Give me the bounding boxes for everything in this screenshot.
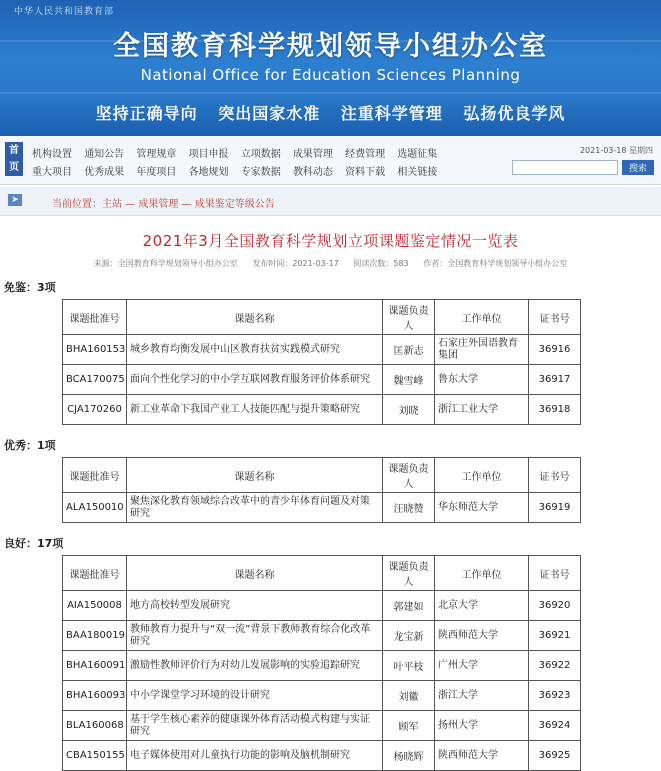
project-name: 中小学课堂学习环境的设计研究 bbox=[127, 681, 383, 711]
work-unit: 陕西师范大学 bbox=[435, 621, 529, 651]
project-code: BLA160068 bbox=[63, 711, 127, 741]
certificate-number: 36917 bbox=[529, 365, 581, 395]
nav-link[interactable]: 各地规划 bbox=[188, 167, 229, 178]
breadcrumb bbox=[0, 187, 661, 216]
project-leader: 刘晓 bbox=[383, 395, 435, 425]
certificate-number: 36921 bbox=[529, 621, 581, 651]
certificate-number: 36924 bbox=[529, 711, 581, 741]
work-unit: 鲁东大学 bbox=[435, 365, 529, 395]
section-label: 优秀：1项 bbox=[4, 439, 56, 452]
project-code: CJA170260 bbox=[63, 395, 127, 425]
column-header: 工作单位 bbox=[435, 556, 529, 591]
breadcrumb-path[interactable]: 主站 — 成果管理 — 成果鉴定等级公告 bbox=[102, 199, 275, 210]
project-leader: 龙宝新 bbox=[383, 621, 435, 651]
results-table bbox=[62, 457, 581, 523]
project-leader: 魏雪峰 bbox=[383, 365, 435, 395]
column-header: 证书号 bbox=[529, 556, 581, 591]
article-views: 阅读次数：583 bbox=[353, 259, 409, 268]
results-table bbox=[62, 299, 581, 425]
project-name: 面向个性化学习的中小学互联网教育服务评价体系研究 bbox=[127, 365, 383, 395]
main-nav bbox=[0, 136, 661, 185]
nav-link[interactable]: 专家数据 bbox=[240, 167, 281, 178]
nav-link[interactable]: 经费管理 bbox=[345, 149, 386, 160]
project-leader: 刘徽 bbox=[383, 681, 435, 711]
nav-link[interactable]: 资料下载 bbox=[345, 167, 386, 178]
column-header: 课题批准号 bbox=[63, 300, 127, 335]
project-leader: 汪晓赞 bbox=[383, 493, 435, 523]
article-author: 作者：全国教育科学规划领导小组办公室 bbox=[423, 259, 568, 268]
column-header: 课题名称 bbox=[127, 458, 383, 493]
table-row bbox=[63, 711, 581, 741]
certificate-number: 36922 bbox=[529, 651, 581, 681]
table-row bbox=[63, 335, 581, 365]
project-name: 地方高校转型发展研究 bbox=[127, 591, 383, 621]
project-leader: 顾军 bbox=[383, 711, 435, 741]
project-code: BCA170075 bbox=[63, 365, 127, 395]
certificate-number: 36918 bbox=[529, 395, 581, 425]
site-title-en: National Office for Education Sciences Planning bbox=[140, 66, 521, 84]
table-row bbox=[63, 395, 581, 425]
table-row bbox=[63, 621, 581, 651]
column-header: 工作单位 bbox=[435, 300, 529, 335]
project-code: BHA160153 bbox=[63, 335, 127, 365]
work-unit: 陕西师范大学 bbox=[435, 741, 529, 771]
column-header: 课题批准号 bbox=[63, 458, 127, 493]
table-header-row bbox=[63, 300, 581, 335]
site-title: 全国教育科学规划领导小组办公室 bbox=[113, 31, 548, 62]
results-sections bbox=[0, 279, 661, 771]
table-row bbox=[63, 591, 581, 621]
column-header: 证书号 bbox=[529, 458, 581, 493]
work-unit: 北京大学 bbox=[435, 591, 529, 621]
project-code: BHA160093 bbox=[63, 681, 127, 711]
table-row bbox=[63, 681, 581, 711]
project-leader: 匡新志 bbox=[383, 335, 435, 365]
work-unit: 扬州大学 bbox=[435, 711, 529, 741]
column-header: 课题名称 bbox=[127, 556, 383, 591]
article-title: 2021年3月全国教育科学规划立项课题鉴定情况一览表 bbox=[142, 232, 519, 250]
section-label: 免鉴：3项 bbox=[4, 281, 56, 294]
nav-link[interactable]: 成果管理 bbox=[292, 149, 333, 160]
results-table bbox=[62, 555, 581, 771]
search-button[interactable]: 搜索 bbox=[622, 160, 654, 175]
nav-link[interactable]: 管理规章 bbox=[136, 149, 177, 160]
location-icon: ➤ bbox=[8, 194, 22, 206]
column-header: 课题负责人 bbox=[383, 300, 435, 335]
slogan: 坚持正确导向 突出国家水准 注重科学管理 弘扬优良学风 bbox=[95, 104, 566, 123]
column-header: 课题批准号 bbox=[63, 556, 127, 591]
project-name: 城乡教育均衡发展中山区教育扶贫实践模式研究 bbox=[127, 335, 383, 365]
project-name: 激励性教师评价行为对幼儿发展影响的实验追踪研究 bbox=[127, 651, 383, 681]
ministry-line: 中华人民共和国教育部 bbox=[14, 7, 115, 17]
project-name: 新工业革命下我国产业工人技能匹配与提升策略研究 bbox=[127, 395, 383, 425]
work-unit: 浙江工业大学 bbox=[435, 395, 529, 425]
column-header: 工作单位 bbox=[435, 458, 529, 493]
project-name: 教师教育力提升与“双一流”背景下教师教育综合化改革研究 bbox=[127, 621, 383, 651]
project-name: 电子媒体使用对儿童执行功能的影响及脑机制研究 bbox=[127, 741, 383, 771]
nav-link[interactable]: 优秀成果 bbox=[84, 167, 125, 178]
certificate-number: 36919 bbox=[529, 493, 581, 523]
home-label-bottom: 页 bbox=[9, 162, 19, 173]
banner-stripe bbox=[0, 92, 661, 94]
work-unit: 广州大学 bbox=[435, 651, 529, 681]
project-code: ALA150010 bbox=[63, 493, 127, 523]
breadcrumb-text bbox=[52, 195, 275, 210]
nav-row-1 bbox=[32, 145, 446, 160]
nav-link[interactable]: 教科动态 bbox=[292, 167, 333, 178]
nav-link[interactable]: 重大项目 bbox=[32, 167, 72, 178]
project-code: AIA150008 bbox=[63, 591, 127, 621]
table-row bbox=[63, 493, 581, 523]
table-row bbox=[63, 651, 581, 681]
home-label-top: 首 bbox=[9, 145, 19, 156]
certificate-number: 36920 bbox=[529, 591, 581, 621]
nav-link[interactable]: 年度项目 bbox=[136, 167, 177, 178]
nav-link[interactable]: 机构设置 bbox=[32, 149, 72, 160]
project-leader: 叶平枝 bbox=[383, 651, 435, 681]
nav-link[interactable]: 选题征集 bbox=[397, 149, 438, 160]
project-name: 聚焦深化教育领域综合改革中的青少年体育问题及对策研究 bbox=[127, 493, 383, 523]
article-source: 来源：全国教育科学规划领导小组办公室 bbox=[93, 259, 238, 268]
project-name: 基于学生核心素养的健康课外体育活动模式构建与实证研究 bbox=[127, 711, 383, 741]
section-label: 良好：17项 bbox=[4, 537, 64, 550]
project-code: BAA180019 bbox=[63, 621, 127, 651]
nav-link[interactable]: 立项数据 bbox=[240, 149, 281, 160]
table-row bbox=[63, 365, 581, 395]
project-leader: 杨晓辉 bbox=[383, 741, 435, 771]
project-code: CBA150155 bbox=[63, 741, 127, 771]
nav-row-2 bbox=[32, 163, 446, 178]
nav-link[interactable]: 通知公告 bbox=[84, 149, 125, 160]
nav-link[interactable]: 相关链接 bbox=[397, 167, 438, 178]
column-header: 课题名称 bbox=[127, 300, 383, 335]
certificate-number: 36925 bbox=[529, 741, 581, 771]
current-date: 2021-03-18 星期四 bbox=[579, 146, 653, 155]
home-button[interactable] bbox=[5, 142, 23, 176]
article-meta bbox=[0, 258, 661, 269]
column-header: 课题负责人 bbox=[383, 458, 435, 493]
work-unit: 华东师范大学 bbox=[435, 493, 529, 523]
column-header: 课题负责人 bbox=[383, 556, 435, 591]
project-leader: 郭建如 bbox=[383, 591, 435, 621]
table-header-row bbox=[63, 556, 581, 591]
column-header: 证书号 bbox=[529, 300, 581, 335]
certificate-number: 36923 bbox=[529, 681, 581, 711]
article-date: 发布时间：2021-03-17 bbox=[252, 259, 339, 268]
table-row bbox=[63, 741, 581, 771]
certificate-number: 36916 bbox=[529, 335, 581, 365]
nav-link[interactable]: 项目申报 bbox=[188, 149, 229, 160]
work-unit: 石家庄外国语教育集团 bbox=[435, 335, 529, 365]
search-input[interactable] bbox=[512, 160, 618, 175]
work-unit: 浙江大学 bbox=[435, 681, 529, 711]
table-header-row bbox=[63, 458, 581, 493]
project-code: BHA160091 bbox=[63, 651, 127, 681]
header-banner bbox=[0, 0, 661, 136]
breadcrumb-label: 当前位置： bbox=[52, 199, 102, 210]
